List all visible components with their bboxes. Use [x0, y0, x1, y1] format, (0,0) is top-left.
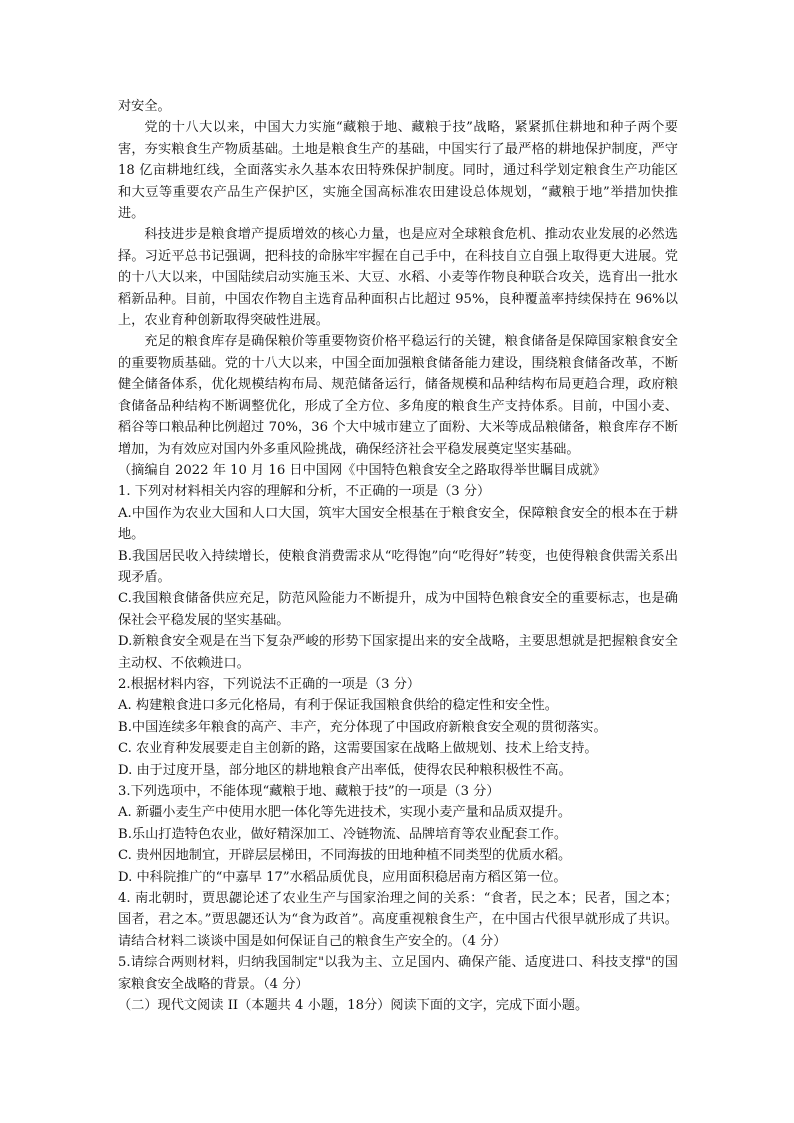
question-stem: 4. 南北朝时，贾思勰论述了农业生产与国家治理之间的关系：“食者，民之本；民者，国之本；国者，君之本。”贾思勰还认为“食为政首”。高度重视粮食生产，在中国古代很早就形成了共识。请结合材料二谈谈中国是如何保证自己的粮食生产安全的。（4 分）	[118, 891, 678, 949]
question-stem: 2.根据材料内容，下列说法不正确的一项是（3 分）	[118, 676, 421, 692]
question-option: C.我国粮食储备供应充足，防范风险能力不断提升，成为中国特色粮食安全的重要标志，也是确保社会平稳发展的坚实基础。	[118, 591, 678, 628]
question-option: B.我国居民收入持续增长，使粮食消费需求从“吃得饱”向“吃得好”转变，也使得粮食供需关系出现矛盾。	[118, 548, 678, 585]
question-option: A.中国作为农业大国和人口大国，筑牢大国安全根基在于粮食安全，保障粮食安全的根本在于耕地。	[118, 505, 678, 543]
question-option: B.中国连续多年粮食的高产、丰产，充分体现了中国政府新粮食安全观的贯彻落实。	[118, 719, 607, 735]
material-paragraph: 对安全。	[118, 99, 171, 114]
question-option: A. 构建粮食进口多元化格局，有利于保证我国粮食供给的稳定性和安全性。	[118, 698, 558, 714]
exam-page	[118, 96, 678, 1016]
question-stem: 5.请综合两则材料，归纳我国制定"以我为主、立足国内、确保产能、适度进口、科技支撑"的国家粮食安全战略的背景。（4 分）	[118, 955, 678, 992]
source-citation: （摘编自 2022 年 10 月 16 日中国网《中国特色粮食安全之路取得举世瞩目成就》	[118, 462, 606, 478]
question-option: C. 农业育种发展要走自主创新的路，这需要国家在战略上做规划、技术上给支持。	[118, 741, 598, 757]
question-stem: 1. 下列对材料相关内容的理解和分析，不正确的一项是（3 分）	[118, 484, 491, 500]
section-heading: （二）现代文阅读 II（本题共 4 小题，18分）阅读下面的文字，完成下面小题。	[118, 998, 589, 1014]
question-stem: 3.下列选项中，不能体现“藏粮于地、藏粮于技”的一项是（3 分）	[118, 784, 500, 799]
question-option: C. 贵州因地制宜，开辟层层梯田，不同海拔的田地种植不同类型的优质水稻。	[118, 848, 572, 864]
material-paragraph: 党的十八大以来，中国大力实施“藏粮于地、藏粮于技”战略，紧紧抓住耕地和种子两个要害，夯实粮食生产物质基础。土地是粮食生产的基础，中国实行了最严格的耕地保护制度，严守 18 亿亩耕地红线，全面落实永久基本农田特殊保护制度。同时，通过科学划定粮食生产功能区和大豆等重要农产品生产保护区，实施全国高标准农田建设总体规划，“藏粮于地”举措加快推进。	[118, 120, 678, 222]
question-option: D. 中科院推广的“中嘉早 17”水稻品质优良，应用面积稳居南方稻区第一位。	[118, 869, 567, 885]
question-option: D. 由于过度开垦，部分地区的耕地粮食产出率低，使得农民种粮积极性不高。	[118, 762, 572, 778]
question-option: A. 新疆小麦生产中使用水肥一体化等先进技术，实现小麦产量和品质双提升。	[118, 805, 572, 821]
question-option: D.新粮食安全观是在当下复杂严峻的形势下国家提出来的安全战略，主要思想就是把握粮食安全主动权、不依赖进口。	[118, 634, 678, 671]
material-paragraph: 科技进步是粮食增产提质增效的核心力量，也是应对全球粮食危机、推动农业发展的必然选择。习近平总书记强调，把科技的命脉牢牢握在自己手中，在科技自立自强上取得更大进展。党的十八大以来，中国陆续启动实施玉米、大豆、水稻、小麦等作物良种联合攻关，选育出一批水稻新品种。目前，中国农作物自主选育品种面积占比超过 95%，良种覆盖率持续保持在 96%以上，农业育种创新取得突破性进展。	[118, 227, 678, 329]
material-paragraph: 充足的粮食库存是确保粮价等重要物资价格平稳运行的关键，粮食储备是保障国家粮食安全的重要物质基础。党的十八大以来，中国全面加强粮食储备能力建设，围绕粮食储备改革，不断健全储备体系，优化规模结构布局、规范储备运行，储备规模和品种结构布局更趋合理，政府粮食储备品种结构不断调整优化，形成了全方位、多角度的粮食生产支持体系。目前，中国小麦、稻谷等口粮品种比例超过 70%，36 个大中城市建立了面粉、大米等成品粮储备，粮食库存不断增加，为有效应对国内外多重风险挑战，确保经济社会平稳发展奠定坚实基础。	[118, 334, 678, 457]
question-option: B.乐山打造特色农业，做好精深加工、冷链物流、品牌培育等农业配套工作。	[118, 826, 568, 842]
